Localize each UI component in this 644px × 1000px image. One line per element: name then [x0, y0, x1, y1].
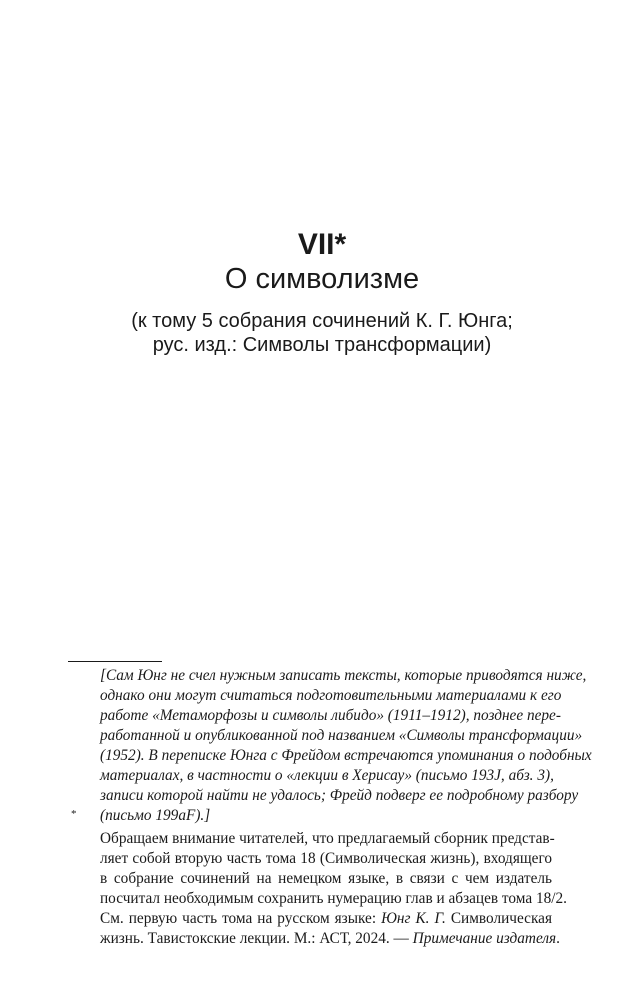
bracket-note-line: материалах, в частности о «лекции в Херисау» (письмо 193J, абз. 3),	[100, 767, 554, 784]
chapter-subtitle-line: (к тому 5 собрания сочинений К. Г. Юнга;	[131, 310, 513, 332]
publisher-note-text: Символическая	[445, 910, 552, 927]
bracket-note-line: (1952). В переписке Юнга с Фрейдом встречаются упоминания о подобных	[100, 747, 592, 764]
bracket-note-line: работанной и опубликованной под названием «Символы трансформации»	[100, 727, 583, 744]
publisher-note-label: Примечание издателя	[412, 930, 557, 947]
author-name: Юнг К. Г.	[381, 910, 446, 927]
bracket-note-line: однако они могут считаться подготовительными материалами к его	[100, 687, 562, 704]
publisher-note-line	[100, 929, 560, 949]
publisher-note-text: жизнь. Тавистокские лекции. М.: АСТ, 2024. —	[100, 930, 413, 947]
chapter-number: VII*	[297, 228, 347, 261]
bracket-note-line: (письмо 199aF).]	[100, 807, 211, 824]
footnote-marker: *	[71, 808, 77, 820]
publisher-note-text: См. первую часть тома на русском языке:	[100, 910, 382, 927]
bracket-note-line: [Сам Юнг не счел нужным записать тексты, которые приводятся ниже,	[100, 667, 587, 684]
publisher-note-line: Обращаем внимание читателей, что предлагаемый сборник представ-	[100, 830, 555, 847]
bracket-note-line: работе «Метаморфозы и символы либидо» (1911–1912), позднее пере-	[100, 707, 561, 724]
publisher-note-line: посчитал необходимым сохранить нумерацию глав и абзацев тома 18/2.	[100, 890, 567, 907]
chapter-title: О символизме	[224, 263, 420, 295]
publisher-note-line: в собрание сочинений на немецком языке, в связи с чем издатель	[100, 870, 552, 887]
chapter-subtitle-line: рус. изд.: Символы трансформации)	[152, 334, 492, 356]
publisher-note-line: ляет собой вторую часть тома 18 (Символическая жизнь), входящего	[100, 850, 552, 867]
publisher-note-line	[100, 909, 552, 929]
footnote-separator	[68, 661, 162, 662]
publisher-note-text: .	[556, 930, 560, 947]
bracket-note-line: записи которой найти не удалось; Фрейд подверг ее подробному разбору	[100, 787, 579, 804]
